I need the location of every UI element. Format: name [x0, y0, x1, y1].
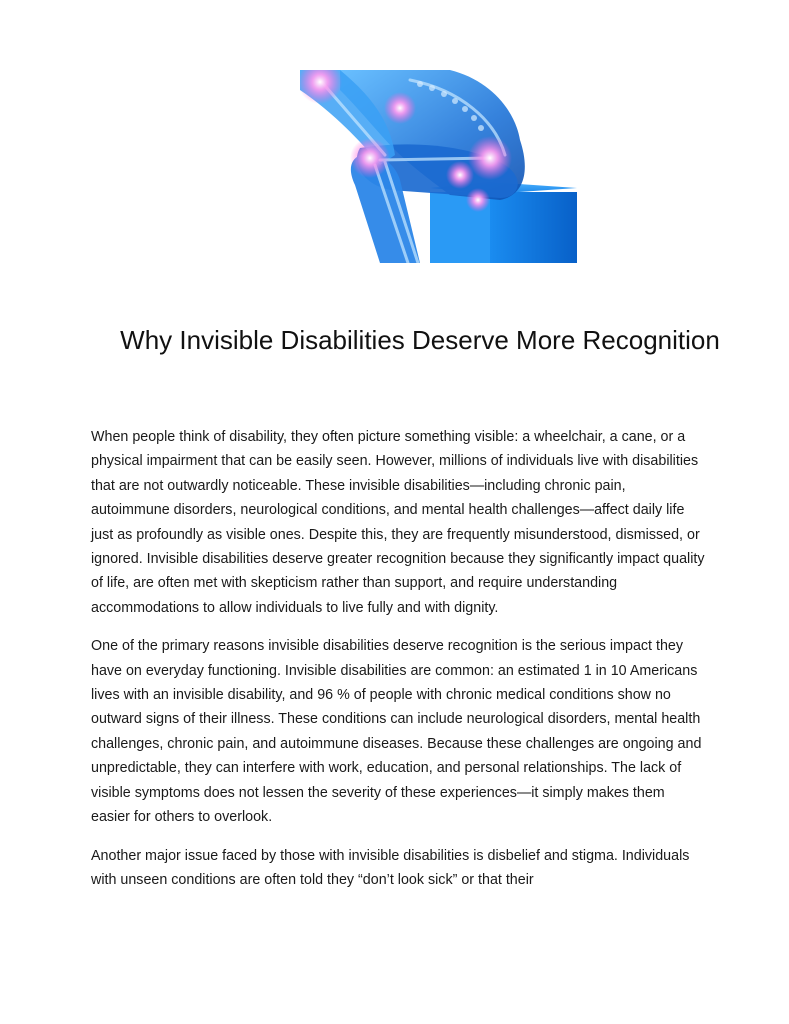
article-body: [91, 425, 706, 906]
skeleton-figure-illustration: [300, 70, 580, 263]
article-title: Why Invisible Disabilities Deserve More Recognition: [120, 325, 720, 355]
hero-image: [300, 70, 580, 263]
paragraph: One of the primary reasons invisible disabilities deserve recognition is the serious impact they have on everyday functioning. Invisible disabilities are common: an estimated 1 in 10 Americans lives with an invisible disability, and 96 % of people with chronic medical conditions show no outward signs of their illness. These conditions can include neurological disorders, mental health challenges, chronic pain, and autoimmune diseases. Because these challenges are ongoing and unpredictable, they can interfere with work, education, and personal relationships. The lack of visible symptoms does not lessen the severity of these experiences—it simply makes them easier for others to overlook.: [91, 638, 702, 826]
paragraph: Another major issue faced by those with invisible disabilities is disbelief and stigma. Individuals with unseen conditions are often told they “don’t look sick” or that their: [91, 847, 690, 888]
paragraph: When people think of disability, they often picture something visible: a wheelchair, a cane, or a physical impairment that can be easily seen. However, millions of individuals live with disabilities that are not outwardly noticeable. These invisible disabilities—including chronic pain, autoimmune disorders, neurological conditions, and mental health challenges—affect daily life just as profoundly as visible ones. Despite this, they are frequently misunderstood, dismissed, or ignored. Invisible disabilities deserve greater recognition because they significantly impact quality of life, are often met with skepticism rather than support, and require understanding accommodations to allow individuals to live fully and with dignity.: [91, 429, 705, 616]
